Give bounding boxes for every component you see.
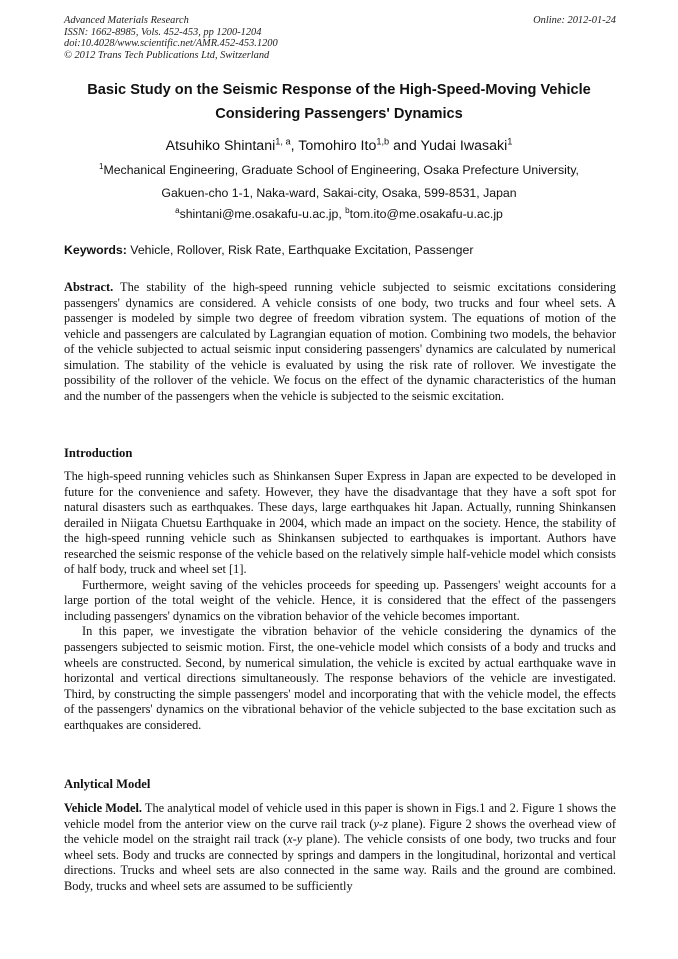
vehicle-model-label: Vehicle Model. (64, 801, 143, 815)
intro-paragraph-1: The high-speed running vehicles such as Shinkansen Super Express in Japan are expected to be developed in future for the convenience and safety. However, they have the disadvantage that they have a soft spot for natural disasters such as earthquakes. These days, large earthquakes hit Japan. Actually, running Shinkansen derailed in Niigata Chuetsu Earthquake in 2004, which made an impact on the society. Hence, the stability of the high-speed running vehicle such as Shinkansen subjected to earthquakes is important. Authors have researched the seismic response of the vehicle based on the relatively simple half-vehicle model which consists of half body, truck and wheel set [1]. (64, 469, 616, 577)
author-3: and Yudai Iwasaki (389, 138, 508, 154)
author-3-sup: 1 (507, 136, 513, 147)
affiliation-line-2: Gakuen-cho 1-1, Naka-ward, Sakai-city, Osaka, 599-8531, Japan (161, 186, 517, 200)
copyright-line: © 2012 Trans Tech Publications Ltd, Switzerland (64, 49, 270, 61)
online-date: Online: 2012-01-24 (533, 15, 616, 26)
keywords-text: Vehicle, Rollover, Risk Rate, Earthquake Excitation, Passenger (126, 243, 474, 257)
intro-paragraph-3: In this paper, we investigate the vibration behavior of the vehicle considering the dynamics of the passengers subjected to seismic motion. First, the one-vehicle model which consists of a body and trucks and wheels are constructed. Second, by numerical simulation, the vehicle is excited by actual earthquake wave in horizontal and vertical directions simultaneously. The response behaviors of the vehicle are investigated. Third, by constructing the simple passengers' model and incorporating that with the vehicle model, the effects of the passengers' dynamics on the vibrational behavior of the vehicle subjected to the base excitation such as earthquakes are considered. (64, 624, 616, 732)
abstract-label: Abstract. (64, 280, 114, 294)
doi-line: doi:10.4028/www.scientific.net/AMR.452-453.1200 (64, 38, 278, 49)
email-a: shintani@me.osakafu-u.ac.jp, (179, 207, 346, 221)
author-1: Atsuhiko Shintani (165, 138, 276, 154)
paper-title (40, 78, 638, 126)
email-line (40, 207, 638, 221)
abstract-text: The stability of the high-speed running vehicle subjected to seismic excitations considering passengers' dynamics are considered. A vehicle consists of one body, two trucks and four wheel sets. A passenger is modeled by simple two degree of freedom vibration system. The equations of motion of the vehicle and passengers are calculated by Lagrangian equation of motion. Combining two models, the behavior of the vehicle subjected to actual seismic input considering passengers' dynamics are calculated by numerical simulation. The stability of the vehicle is evaluated by using the risk rate of rollover. We investigate the possibility of the rollover of the vehicle. We focus on the effect of the dynamic characteristics of the human and the number of the passengers when the vehicle is subjected to the seismic excitation. (64, 280, 616, 403)
model-body (64, 801, 616, 894)
keywords-label: Keywords: (64, 243, 127, 257)
affiliation-text-1: Mechanical Engineering, Graduate School of Engineering, Osaka Prefecture University, (103, 163, 579, 177)
intro-paragraph-2: Furthermore, weight saving of the vehicles proceeds for speeding up. Passengers' weight accounts for a large portion of the total weight of the vehicle. Hence, it is considered that the effect of the passengers including passengers' dynamics on the vibration behavior of the vehicle becomes important. (64, 577, 616, 623)
author-2-sup: 1,b (376, 136, 390, 147)
author-1-sup: 1, a (275, 136, 291, 147)
author-list (40, 138, 638, 154)
model-heading: Anlytical Model (64, 777, 151, 791)
title-line-1: Basic Study on the Seismic Response of the High-Speed-Moving Vehicle (87, 82, 591, 98)
xy-plane: x-y (287, 832, 303, 847)
affiliation-sup: 1 (99, 161, 104, 171)
issn-line: ISSN: 1662-8985, Vols. 452-453, pp 1200-1204 (64, 26, 262, 38)
email-b: tom.ito@me.osakafu-u.ac.jp (349, 207, 503, 221)
author-2: , Tomohiro Ito (290, 138, 377, 154)
email-a-sup: a (175, 205, 180, 215)
model-text-1: The analytical model of vehicle used in this paper is shown in Figs.1 and 2. Figure 1 shows the vehicle model from the anterior view on the curve rail track ( (64, 801, 616, 831)
model-text-3: plane). The vehicle consists of one body, two trucks and four wheel sets. Body and trucks are connected by springs and dampers in the longitudinal, horizontal and vertical directions. Trucks and wheel sets are also connected in the same way. Rails and the ground are combined. Body, trucks and wheel sets are assumed to be sufficiently (64, 832, 616, 893)
abstract (64, 280, 616, 404)
yz-plane: y-z (373, 816, 388, 831)
email-b-sup: b (345, 205, 350, 215)
title-line-2: Considering Passengers' Dynamics (215, 106, 463, 122)
model-paragraph (64, 801, 616, 894)
journal-name: Advanced Materials Research (64, 15, 189, 26)
keywords (64, 243, 616, 257)
introduction-heading: Introduction (64, 446, 133, 460)
affiliation-line-1 (40, 163, 638, 177)
model-text-2: plane). Figure 2 shows the overhead view of the vehicle model on the straight rail track ( (64, 816, 616, 847)
journal-header (64, 15, 616, 61)
introduction-body (64, 469, 616, 733)
